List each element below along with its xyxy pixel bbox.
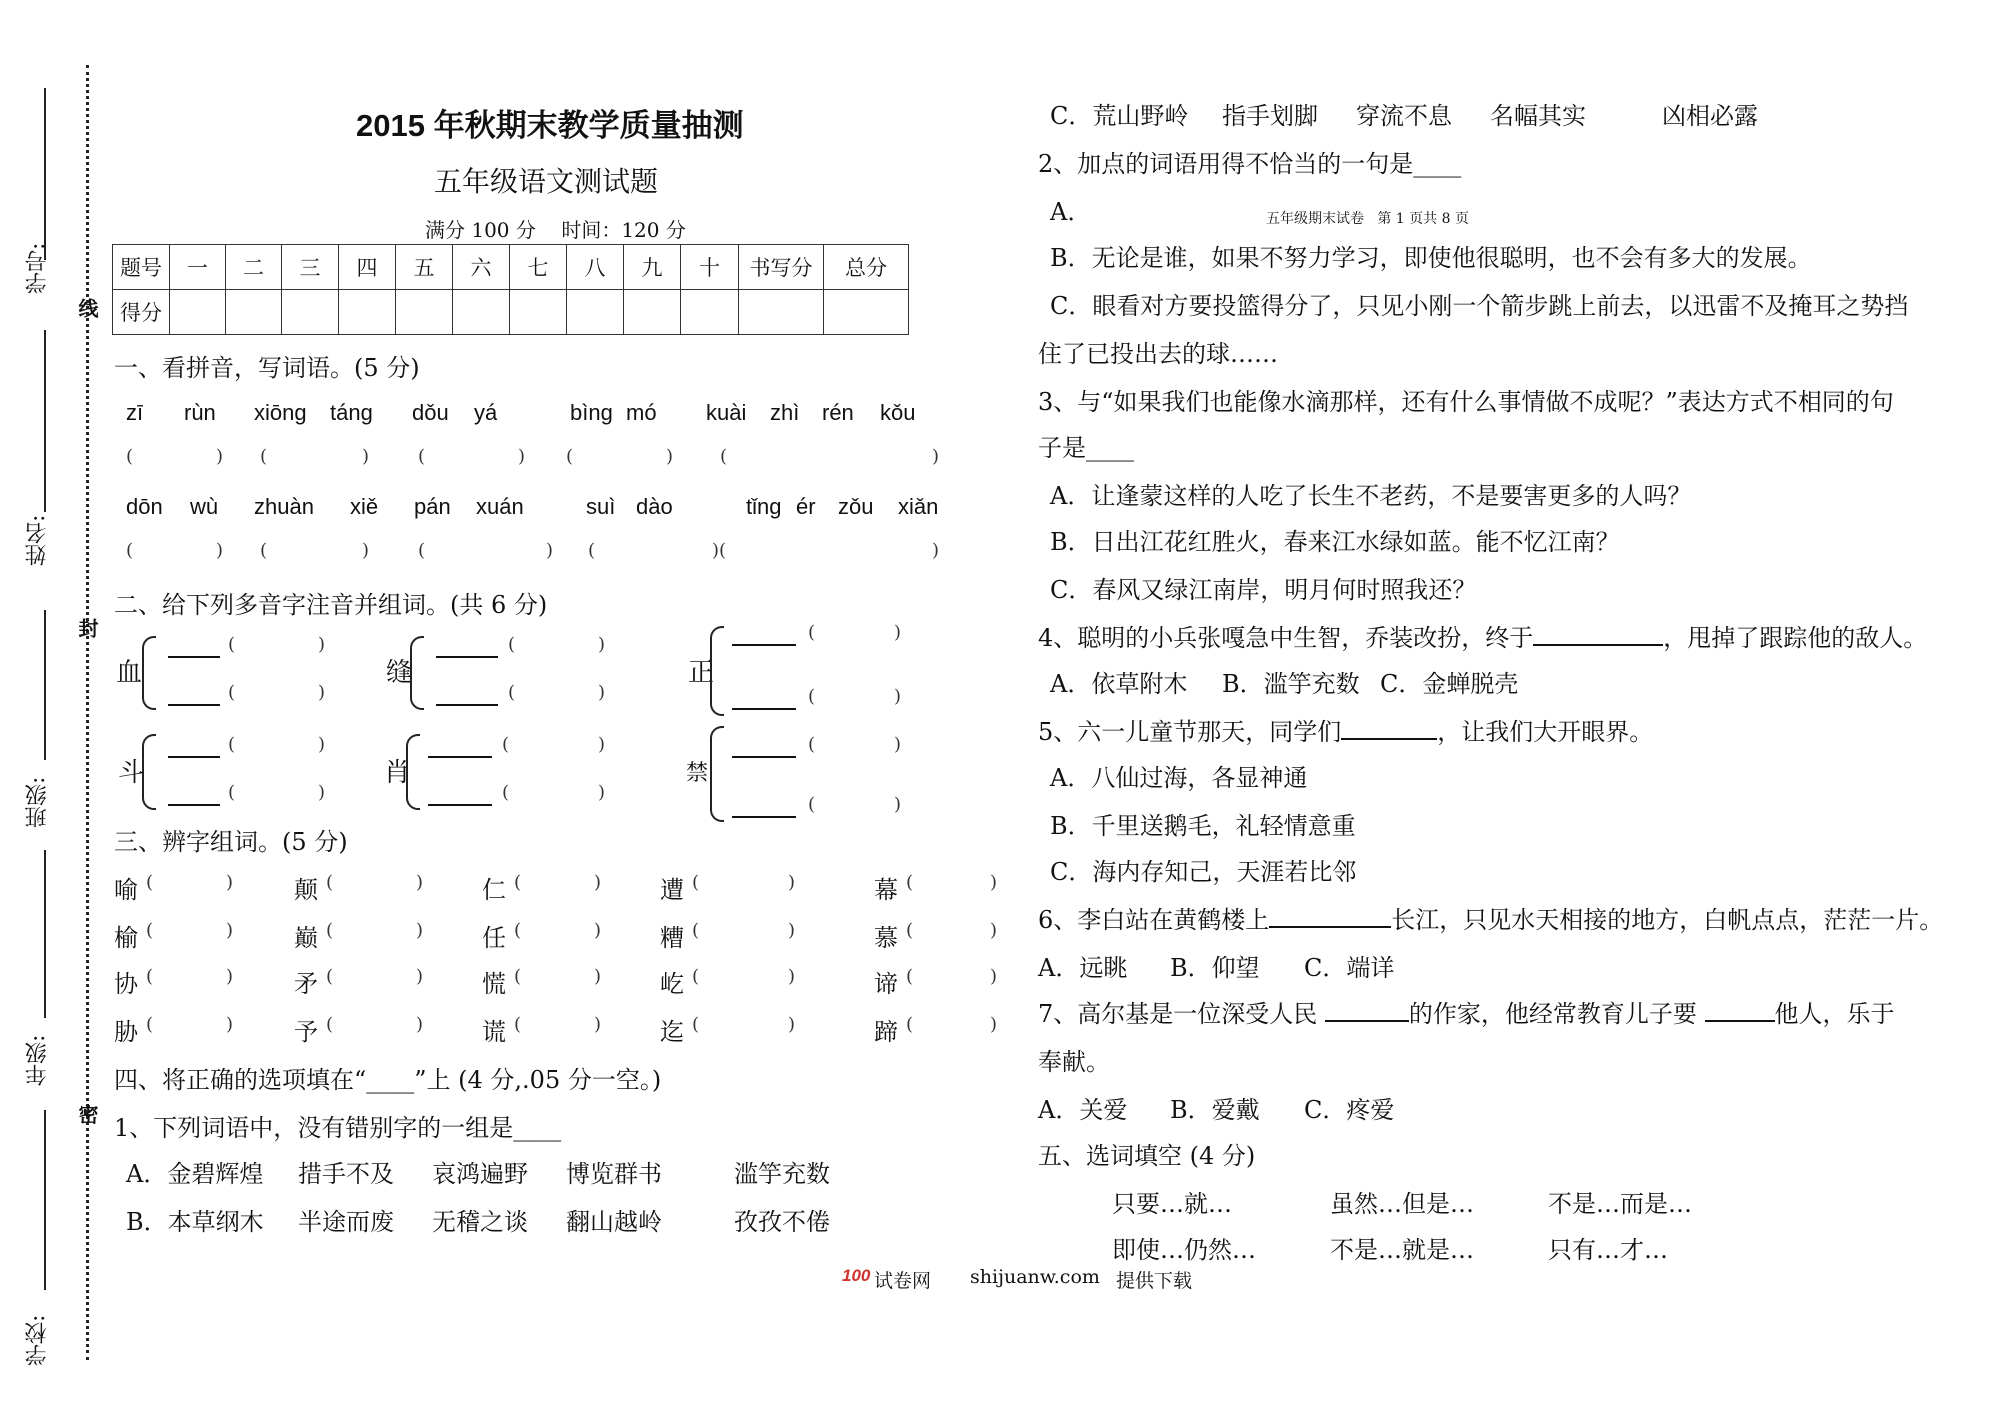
discrimination-char: 巅 (294, 924, 318, 952)
option-text: A．依草附木 (1050, 670, 1188, 698)
discrimination-char: 矛 (294, 970, 318, 998)
option-text: 滥竽充数 (734, 1160, 830, 1188)
score-input-cell[interactable] (510, 290, 567, 335)
site-logo: 100 (842, 1266, 871, 1285)
pinyin: bìng (570, 400, 613, 425)
discrimination-char: 颠 (294, 876, 318, 904)
binding-line (44, 850, 46, 1018)
table-cell: 三 (282, 245, 339, 290)
pinyin: kuài (706, 400, 747, 425)
option-text: 措手不及 (298, 1160, 394, 1188)
option-text: C．荒山野岭 (1050, 102, 1189, 130)
question-3-cont: 子是____ (1038, 434, 1134, 462)
question-text: ，甩掉了跟踪他的敌人。 (1663, 624, 1928, 652)
option-text: B．滥竽充数 (1222, 670, 1360, 698)
table-cell: 一 (170, 245, 226, 290)
brace (406, 734, 420, 810)
school-label: 学校: (25, 1314, 50, 1366)
grade-label: 年级: (25, 1034, 50, 1086)
discrimination-char: 谎 (482, 1018, 506, 1046)
answer-blank[interactable] (1341, 714, 1437, 740)
answer-paren-open: ( (514, 966, 522, 987)
score-input-cell[interactable] (824, 290, 909, 335)
score-table (112, 244, 909, 335)
discrimination-char: 协 (114, 970, 138, 998)
pinyin: rén (822, 400, 854, 425)
pinyin: zī (126, 400, 144, 425)
answer-paren-close: ) (416, 1014, 424, 1035)
answer-paren-open: ( (326, 920, 334, 941)
table-cell: 十 (681, 245, 739, 290)
question-text: 7、高尔基是一位深受人民 (1038, 1000, 1325, 1028)
option-text: B．本草纲木 (126, 1208, 264, 1236)
answer-paren-close: ) (788, 966, 796, 987)
option-text: A．关爱 (1038, 1096, 1128, 1124)
option-text: B．爱戴 (1170, 1096, 1260, 1124)
answer-blank[interactable] (1325, 996, 1409, 1022)
answer-paren-close: ) (594, 920, 602, 941)
word-pair: 虽然…但是… (1330, 1190, 1474, 1218)
table-cell: 九 (624, 245, 681, 290)
discrimination-char: 榆 (114, 924, 138, 952)
question-7-cont: 奉献。 (1038, 1048, 1110, 1076)
word-pair: 即使…仍然… (1112, 1236, 1256, 1264)
polyphone-char: 正 (688, 658, 715, 688)
question-2: 2、加点的词语用得不恰当的一句是____ (1038, 150, 1462, 178)
answer-paren-close: ) (226, 872, 234, 893)
answer-paren-close: ) (788, 1014, 796, 1035)
binding-line (44, 330, 46, 512)
polyphone-char: 斗 (118, 758, 145, 788)
option-text: 无稽之谈 (432, 1208, 528, 1236)
pinyin: zǒu (838, 494, 874, 519)
score-input-cell[interactable] (226, 290, 282, 335)
pinyin: ér (796, 494, 816, 519)
question-5 (1038, 712, 1653, 747)
question-text: 6、李白站在黄鹤楼上 (1038, 906, 1270, 934)
answer-paren-open: ( (906, 966, 914, 987)
pinyin: xiǎn (898, 494, 939, 519)
discrimination-char: 谛 (874, 970, 898, 998)
section1-heading: 一、看拼音，写词语。(5 分) (114, 354, 420, 382)
discrimination-char: 喻 (114, 876, 138, 904)
option-text: 翻山越岭 (566, 1208, 662, 1236)
dotted-cut-line (86, 65, 89, 1360)
score-input-cell[interactable] (624, 290, 681, 335)
answer-paren-close: ) (226, 966, 234, 987)
pinyin: dōn (126, 494, 163, 519)
answer-paren-open: ( (146, 1014, 154, 1035)
answer-paren-open: ( (906, 1014, 914, 1035)
brace (142, 734, 156, 810)
option-text: B．仰望 (1170, 954, 1260, 982)
name-label: 姓名: (25, 514, 50, 566)
option-text: C．疼爱 (1304, 1096, 1395, 1124)
discrimination-char: 仁 (482, 876, 506, 904)
discrimination-char: 慕 (874, 924, 898, 952)
option-text: 哀鸿遍野 (432, 1160, 528, 1188)
answer-paren-open: ( (692, 872, 700, 893)
class-label: 班级: (25, 776, 50, 828)
pinyin: zhì (770, 400, 800, 425)
answer-paren-open: ( (514, 1014, 522, 1035)
question-4 (1038, 618, 1927, 653)
pinyin: kǒu (880, 400, 916, 425)
pinyin: pán (414, 494, 451, 519)
discrimination-char: 胁 (114, 1018, 138, 1046)
word-pair: 不是…而是… (1548, 1190, 1692, 1218)
option-text: A．金碧辉煌 (126, 1160, 264, 1188)
option-text: 穿流不息 (1356, 102, 1452, 130)
answer-paren-close: ) (990, 1014, 998, 1035)
answer-paren-open: ( (906, 920, 914, 941)
discrimination-char: 屹 (660, 970, 684, 998)
option-text: 孜孜不倦 (734, 1208, 830, 1236)
pinyin: mó (626, 400, 657, 425)
pinyin: tǐng (746, 494, 782, 519)
pinyin: zhuàn (254, 494, 314, 519)
section3-heading: 三、辨字组词。(5 分) (114, 828, 348, 856)
option-text: 博览群书 (566, 1160, 662, 1188)
table-cell: 四 (339, 245, 396, 290)
table-cell: 题号 (113, 245, 170, 290)
score-input-cell[interactable] (396, 290, 453, 335)
answer-paren-close: ) (594, 872, 602, 893)
question-text: 5、六一儿童节那天，同学们 (1038, 718, 1342, 746)
binding-line (44, 1110, 46, 1290)
question-6 (1038, 900, 1943, 935)
section2-heading: 二、给下列多音字注音并组词。(共 6 分) (114, 591, 548, 619)
pinyin: yá (474, 400, 498, 425)
page-subtitle: 五年级语文测试题 (434, 165, 659, 198)
brace (710, 626, 724, 716)
discrimination-char: 予 (294, 1018, 318, 1046)
site-name: 试卷网 (874, 1270, 932, 1292)
option-text: 半途而废 (298, 1208, 394, 1236)
polyphone-char: 缝 (386, 658, 413, 688)
discrimination-char: 慌 (482, 970, 506, 998)
answer-blank[interactable] (1533, 620, 1663, 646)
answer-paren-open: ( (692, 1014, 700, 1035)
answer-paren-open: ( (692, 966, 700, 987)
brace (142, 636, 156, 710)
answer-paren-open: ( (146, 872, 154, 893)
pinyin: suì (586, 494, 616, 519)
answer-paren-open: ( (326, 872, 334, 893)
q5-option-b: B．千里送鹅毛，礼轻情意重 (1050, 812, 1356, 840)
pinyin: xiōng (254, 400, 307, 425)
polyphone-char: 肖 (384, 758, 411, 788)
word-pair: 不是…就是… (1330, 1236, 1474, 1264)
pinyin: táng (330, 400, 373, 425)
answer-paren-close: ) (990, 966, 998, 987)
answer-paren-close: ) (990, 872, 998, 893)
brace (710, 726, 724, 822)
pinyin: xiě (350, 494, 379, 519)
table-cell: 得分 (113, 290, 170, 335)
answer-paren-close: ) (788, 872, 796, 893)
discrimination-char: 幕 (874, 876, 898, 904)
binding-line (44, 88, 46, 260)
q3-option-a: A．让逢蒙这样的人吃了长生不老药，不是要害更多的人吗？ (1050, 482, 1692, 510)
word-pair: 只有…才… (1548, 1236, 1668, 1264)
brace (410, 636, 424, 710)
polyphone-char: 血 (116, 658, 143, 688)
pinyin: xuán (476, 494, 524, 519)
table-cell: 五 (396, 245, 453, 290)
answer-paren-open: ( (326, 1014, 334, 1035)
option-text: A．远眺 (1038, 954, 1128, 982)
question-3: 3、与“如果我们也能像水滴那样，还有什么事情做不成呢？”表达方式不相同的句 (1038, 388, 1894, 416)
table-cell: 七 (510, 245, 567, 290)
answer-blank[interactable] (1269, 902, 1391, 928)
answer-blank[interactable] (1705, 996, 1775, 1022)
answer-paren-close: ) (416, 920, 424, 941)
q5-option-a: A．八仙过海，各显神通 (1050, 764, 1308, 792)
answer-paren-close: ) (416, 872, 424, 893)
score-table-score-row (113, 290, 909, 335)
q2-option-c: C．眼看对方要投篮得分了，只见小刚一个箭步跳上前去，以迅雷不及掩耳之势挡 (1050, 292, 1909, 320)
score-input-cell[interactable] (339, 290, 396, 335)
discrimination-char: 遭 (660, 876, 684, 904)
option-text: 指手划脚 (1222, 102, 1318, 130)
q2-option-c-cont: 住了已投出去的球…… (1038, 340, 1278, 368)
score-input-cell[interactable] (170, 290, 226, 335)
polyphone-char: 禁 (686, 761, 709, 786)
question-text: 的作家，他经常教育儿子要 (1408, 1000, 1705, 1028)
site-url[interactable]: shijuanw.com (970, 1266, 1100, 1288)
pinyin: dǒu (412, 400, 449, 425)
option-text: C．金蝉脱壳 (1380, 670, 1519, 698)
answer-paren-close: ) (226, 920, 234, 941)
answer-paren-close: ) (416, 966, 424, 987)
table-cell: 书写分 (739, 245, 824, 290)
score-table-header-row (113, 245, 909, 290)
question-text: ，让我们大开眼界。 (1437, 718, 1654, 746)
answer-paren-close: ) (990, 920, 998, 941)
pinyin: rùn (184, 400, 216, 425)
answer-paren-open: ( (146, 966, 154, 987)
section4-heading: 四、将正确的选项填在“____”上 (4 分,.05 分一空。) (114, 1066, 662, 1094)
page-marker: 五年级期末试卷 第 1 页共 8 页 (1266, 211, 1469, 227)
option-text: C．端详 (1304, 954, 1395, 982)
question-text: 长江，只见水天相接的地方，白帆点点，茫茫一片。 (1391, 906, 1944, 934)
answer-paren-open: ( (326, 966, 334, 987)
discrimination-char: 糟 (660, 924, 684, 952)
word-pair: 只要…就… (1112, 1190, 1232, 1218)
q2-option-a: A． (1050, 198, 1092, 226)
q3-option-c: C．春风又绿江南岸，明月何时照我还？ (1050, 576, 1477, 604)
seal-mark-seal: 封 (75, 618, 99, 638)
answer-paren-close: ) (594, 1014, 602, 1035)
option-text: 凶相必露 (1662, 102, 1758, 130)
q2-option-b: B．无论是谁，如果不努力学习，即使他很聪明，也不会有多大的发展。 (1050, 244, 1812, 272)
table-cell: 总分 (824, 245, 909, 290)
discrimination-char: 任 (482, 924, 506, 952)
exam-meta: 满分 100 分 时间：120 分 (425, 218, 686, 242)
seal-mark-line: 线 (75, 298, 99, 318)
table-cell: 六 (453, 245, 510, 290)
answer-paren-open: ( (906, 872, 914, 893)
question-text: 他人，乐于 (1774, 1000, 1895, 1028)
option-text: 名幅其实 (1490, 102, 1586, 130)
q5-option-c: C．海内存知己，天涯若比邻 (1050, 858, 1357, 886)
question-text: 4、聪明的小兵张嘎急中生智，乔装改扮，终于 (1038, 624, 1534, 652)
question-7 (1038, 994, 1895, 1029)
answer-paren-close: ) (226, 1014, 234, 1035)
answer-paren-open: ( (692, 920, 700, 941)
score-input-cell[interactable] (282, 290, 339, 335)
answer-paren-close: ) (788, 920, 796, 941)
score-input-cell[interactable] (739, 290, 824, 335)
seal-mark-secret: 密 (75, 1104, 99, 1124)
answer-paren-close: ) (594, 966, 602, 987)
q3-option-b: B．日出江花红胜火，春来江水绿如蓝。能不忆江南？ (1050, 528, 1620, 556)
score-input-cell[interactable] (567, 290, 624, 335)
table-cell: 二 (226, 245, 282, 290)
pinyin: wù (190, 494, 219, 519)
answer-paren-open: ( (514, 920, 522, 941)
question-1: 1、下列词语中，没有错别字的一组是____ (114, 1114, 562, 1142)
score-input-cell[interactable] (681, 290, 739, 335)
download-note: 提供下载 (1116, 1270, 1193, 1292)
answer-paren-open: ( (514, 872, 522, 893)
discrimination-char: 蹄 (874, 1018, 898, 1046)
binding-line (44, 610, 46, 760)
score-input-cell[interactable] (453, 290, 510, 335)
table-cell: 八 (567, 245, 624, 290)
section5-heading: 五、选词填空 (4 分) (1038, 1142, 1256, 1170)
page-title: 2015 年秋期末教学质量抽测 (356, 108, 744, 143)
answer-paren-open: ( (146, 920, 154, 941)
student-id-label: 学号: (25, 242, 50, 294)
discrimination-char: 迄 (660, 1018, 684, 1046)
pinyin: dào (636, 494, 673, 519)
